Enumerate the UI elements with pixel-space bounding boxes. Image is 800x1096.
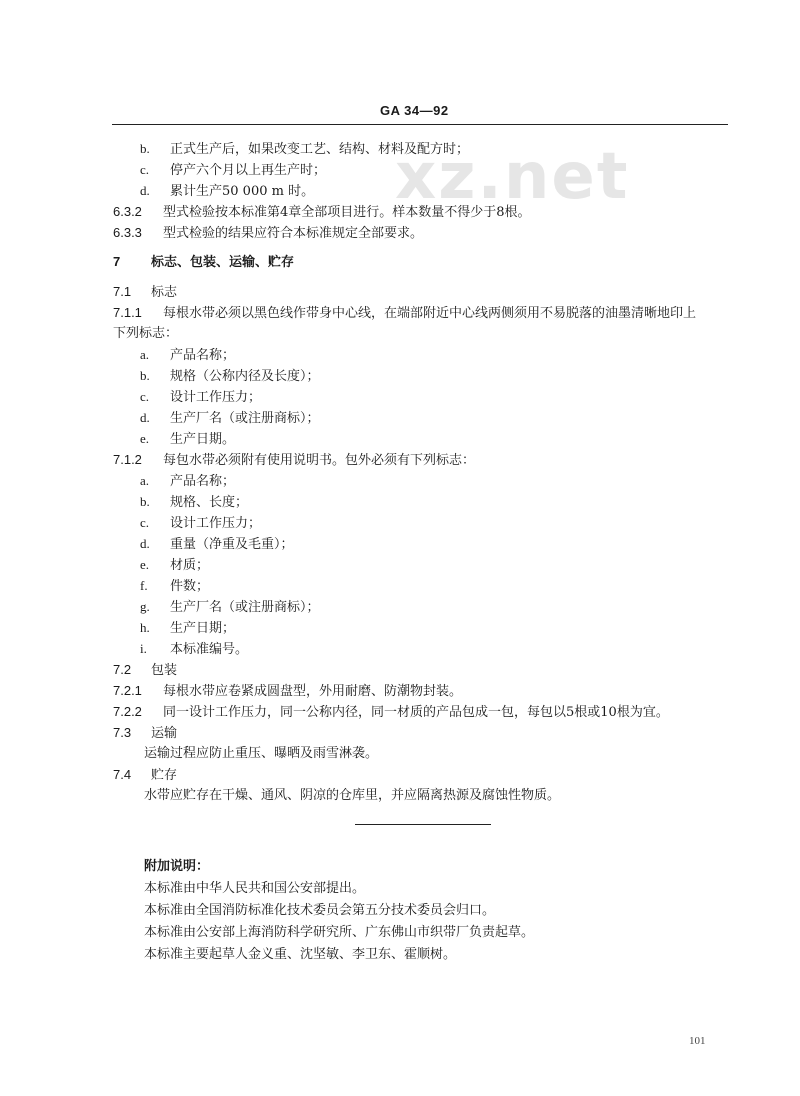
clause-number: 6.3.3	[113, 225, 142, 240]
item-text: 设计工作压力；	[170, 390, 262, 405]
list-item	[140, 182, 314, 201]
item-label: c.	[140, 389, 150, 404]
notes-line: 本标准由全国消防标准化技术委员会第五分技术委员会归口。	[144, 903, 496, 918]
item-text: 产品名称；	[170, 348, 236, 363]
item-text: 产品名称；	[170, 474, 236, 489]
list-item	[140, 577, 209, 596]
clause-number: 6.3.2	[113, 204, 142, 219]
clause-number: 7.2.1	[113, 683, 142, 698]
list-item	[140, 556, 209, 575]
list-item	[140, 140, 469, 159]
clause-text: 型式检验按本标准第4章全部项目进行。样本数量不得少于8根。	[163, 205, 531, 220]
item-label: a.	[140, 473, 150, 488]
list-item	[140, 388, 261, 407]
clause-7-2-1	[113, 682, 462, 701]
item-label: d.	[140, 410, 150, 425]
notes-line: 本标准由公安部上海消防科学研究所、广东佛山市织带厂负责起草。	[144, 925, 535, 940]
paragraph: 运输过程应防止重压、曝晒及雨雪淋袭。	[144, 746, 379, 761]
clause-7-2-2	[113, 703, 669, 722]
section-title: 贮存	[151, 768, 178, 783]
clause-number: 7.1.2	[113, 452, 142, 467]
list-item	[140, 430, 235, 449]
list-item	[140, 619, 235, 638]
header-rule	[112, 124, 728, 125]
subsection-heading	[113, 766, 177, 785]
end-rule	[355, 824, 491, 825]
list-item	[140, 409, 320, 428]
subsection-heading	[113, 283, 177, 302]
item-text: 停产六个月以上再生产时；	[170, 163, 327, 178]
section-number: 7.4	[113, 767, 132, 782]
clause-text: 每根水带应卷紧成圆盘型，外用耐磨、防潮物封装。	[163, 684, 463, 699]
clause-text: 每包水带必须附有使用说明书。包外必须有下列标志：	[163, 453, 476, 468]
item-text: 设计工作压力；	[170, 516, 262, 531]
item-text: 生产日期。	[170, 432, 236, 447]
section-heading	[113, 253, 294, 272]
clause-6-3-2	[113, 203, 531, 222]
section-title: 运输	[151, 726, 178, 741]
subsection-heading	[113, 661, 177, 680]
clause-text: 型式检验的结果应符合本标准规定全部要求。	[163, 226, 424, 241]
section-number: 7.2	[113, 662, 132, 677]
item-label: i.	[140, 641, 147, 656]
page-number: 101	[689, 1035, 706, 1047]
item-text: 生产厂名（或注册商标）；	[170, 600, 320, 615]
section-number: 7	[113, 254, 121, 269]
item-text: 规格（公称内径及长度）；	[170, 369, 320, 384]
item-label: e.	[140, 431, 150, 446]
item-label: g.	[140, 599, 150, 614]
clause-text: 每根水带必须以黑色线作带身中心线，在端部附近中心线两侧须用不易脱落的油墨清晰地印上	[163, 306, 697, 321]
notes-title: 附加说明：	[144, 859, 210, 874]
item-text: 生产厂名（或注册商标）；	[170, 411, 320, 426]
list-item	[140, 640, 248, 659]
item-label: d.	[140, 183, 150, 198]
clause-7-1-1	[113, 304, 696, 323]
item-label: f.	[140, 578, 148, 593]
item-text: 生产日期；	[170, 621, 236, 636]
item-label: h.	[140, 620, 150, 635]
list-item	[140, 346, 235, 365]
item-label: b.	[140, 494, 150, 509]
item-label: a.	[140, 347, 150, 362]
item-label: c.	[140, 162, 150, 177]
item-text: 本标准编号。	[170, 642, 249, 657]
item-text: 重量（净重及毛重）；	[170, 537, 294, 552]
section-title: 包装	[151, 663, 178, 678]
item-label: c.	[140, 515, 150, 530]
section-number: 7.3	[113, 725, 132, 740]
list-item	[140, 535, 294, 554]
item-text: 件数；	[170, 579, 210, 594]
section-title: 标志	[151, 285, 178, 300]
list-item	[140, 514, 261, 533]
item-label: d.	[140, 536, 150, 551]
standard-code: GA 34—92	[380, 103, 449, 118]
list-item	[140, 367, 320, 386]
clause-6-3-3	[113, 224, 423, 243]
clause-text: 同一设计工作压力，同一公称内径，同一材质的产品包成一包，每包以5根或10根为宜。	[163, 705, 669, 720]
clause-continuation: 下列标志：	[113, 326, 179, 341]
item-label: b.	[140, 141, 150, 156]
subsection-heading	[113, 724, 177, 743]
list-item	[140, 598, 320, 617]
clause-number: 7.1.1	[113, 305, 142, 320]
item-text: 材质；	[170, 558, 210, 573]
clause-number: 7.2.2	[113, 704, 142, 719]
watermark: xz.net	[395, 140, 630, 214]
list-item	[140, 161, 326, 180]
paragraph: 水带应贮存在干燥、通风、阴凉的仓库里，并应隔离热源及腐蚀性物质。	[144, 788, 561, 803]
list-item	[140, 493, 248, 512]
notes-line: 本标准主要起草人金义重、沈坚敏、李卫东、霍顺树。	[144, 947, 457, 962]
list-item	[140, 472, 235, 491]
item-label: b.	[140, 368, 150, 383]
section-title: 标志、包装、运输、贮存	[151, 255, 295, 270]
item-label: e.	[140, 557, 150, 572]
item-text: 正式生产后，如果改变工艺、结构、材料及配方时；	[170, 142, 470, 157]
item-text: 累计生产50 000 m 时。	[170, 184, 315, 199]
item-text: 规格、长度；	[170, 495, 249, 510]
section-number: 7.1	[113, 284, 132, 299]
clause-7-1-2	[113, 451, 475, 470]
notes-line: 本标准由中华人民共和国公安部提出。	[144, 881, 366, 896]
